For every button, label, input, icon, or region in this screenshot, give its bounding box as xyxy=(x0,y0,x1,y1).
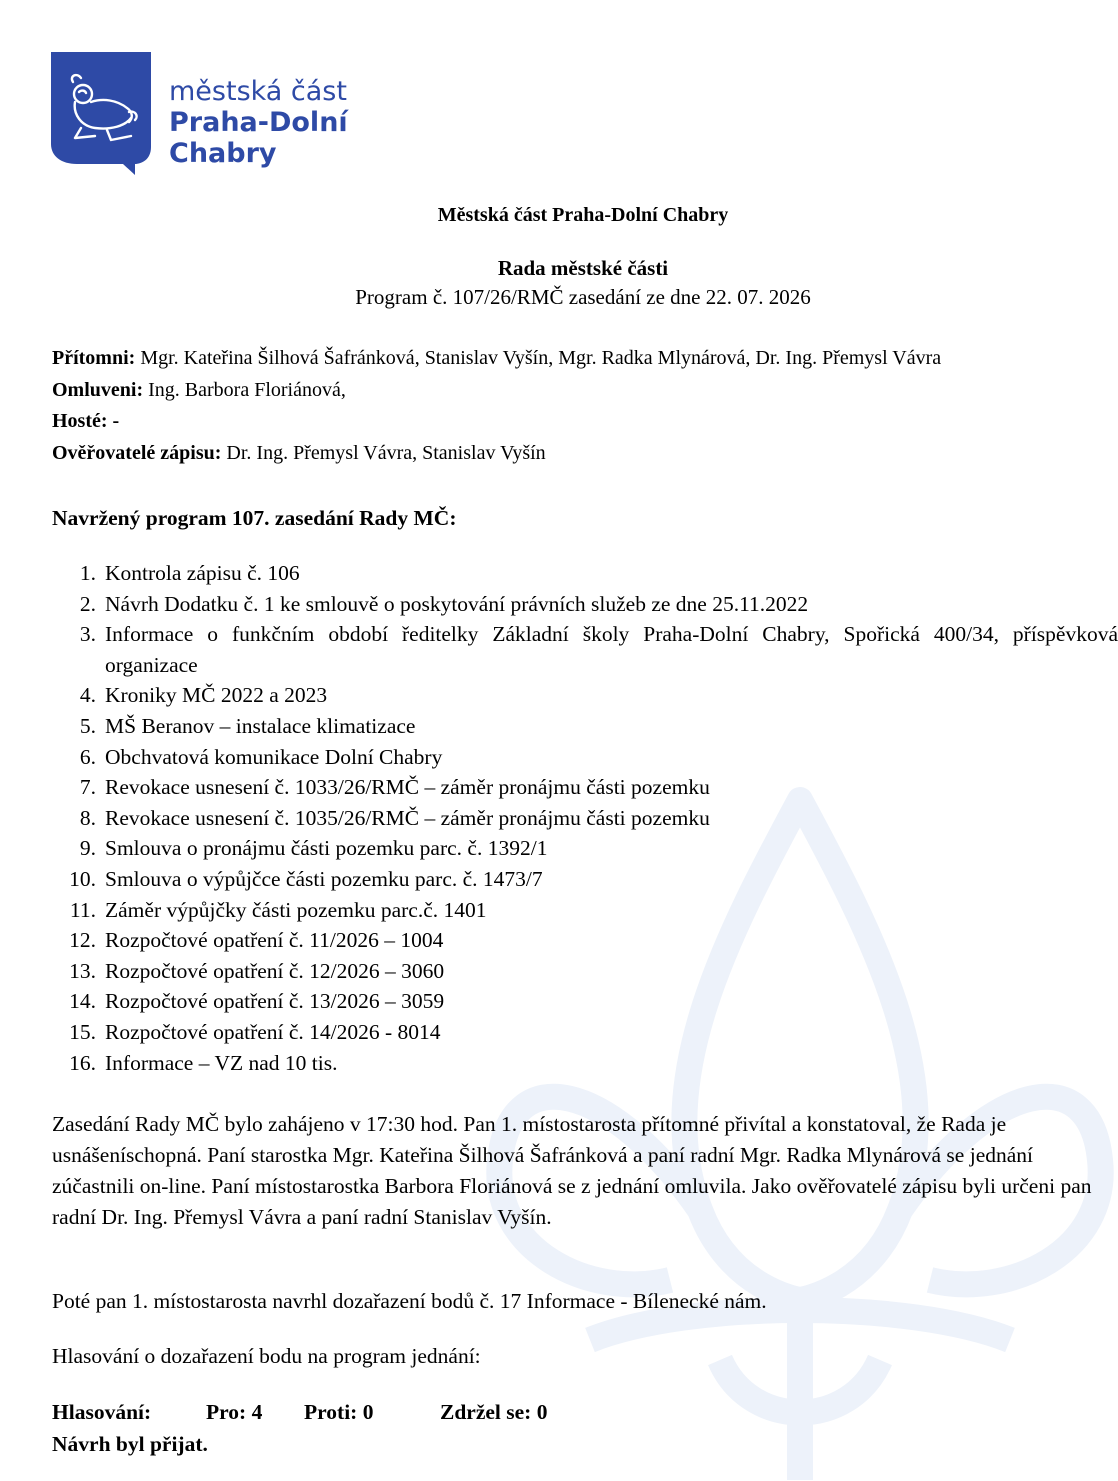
list-item xyxy=(52,742,1118,773)
agenda-number: 12. xyxy=(69,928,96,953)
list-item xyxy=(52,925,1118,956)
agenda-number: 2. xyxy=(79,591,96,616)
agenda-text: Smlouva o pronájmu části pozemku parc. č. 1392/1 xyxy=(105,836,548,861)
municipality-logo xyxy=(51,52,461,177)
agenda-number: 15. xyxy=(69,1019,96,1044)
list-item xyxy=(52,772,1118,803)
agenda-number: 13. xyxy=(69,958,96,983)
list-item xyxy=(52,680,1118,711)
agenda-text: Rozpočtové opatření č. 12/2026 – 3060 xyxy=(105,958,445,983)
vote-label: Hlasování: xyxy=(52,1400,152,1424)
lamb-shield-icon xyxy=(51,52,151,175)
agenda-text: Rozpočtové opatření č. 11/2026 – 1004 xyxy=(105,928,444,953)
agenda-number: 11. xyxy=(69,897,96,922)
agenda-heading: Navržený program 107. zasedání Rady MČ: xyxy=(52,506,457,530)
agenda-text: Smlouva o výpůjčce části pozemku parc. č. 1473/7 xyxy=(105,866,543,891)
agenda-text: Rozpočtové opatření č. 13/2026 – 3059 xyxy=(105,989,445,1014)
agenda-number: 4. xyxy=(79,683,96,708)
agenda-text: Kontrola zápisu č. 106 xyxy=(105,561,300,585)
council-title: Rada městské části xyxy=(497,256,669,280)
verifiers-line xyxy=(52,438,941,470)
agenda-number: 3. xyxy=(79,622,96,647)
agenda-list xyxy=(52,558,1118,1078)
excused-value: Ing. Barbora Floriánová, xyxy=(143,378,346,401)
agenda-text: Revokace usnesení č. 1035/26/RMČ – záměr pronájmu části pozemku xyxy=(105,805,710,830)
list-item xyxy=(52,1017,1118,1048)
agenda-text: Kroniky MČ 2022 a 2023 xyxy=(105,683,328,708)
agenda-number: 7. xyxy=(79,775,96,800)
vote-block xyxy=(52,1396,547,1460)
agenda-text: Rozpočtové opatření č. 14/2026 - 8014 xyxy=(105,1019,441,1044)
agenda-text: Obchvatová komunikace Dolní Chabry xyxy=(105,744,443,769)
list-item xyxy=(52,956,1118,987)
vote-result: Návrh byl přijat. xyxy=(52,1432,208,1456)
agenda-number: 1. xyxy=(79,561,96,585)
vote-pro: Pro: 4 xyxy=(206,1400,263,1424)
agenda-number: 9. xyxy=(79,836,96,861)
agenda-number: 5. xyxy=(79,713,96,738)
vote-line xyxy=(52,1396,547,1428)
verifiers-value: Dr. Ing. Přemysl Vávra, Stanislav Vyšín xyxy=(221,441,546,464)
vote-proti: Proti: 0 xyxy=(304,1400,374,1424)
agenda-text: Záměr výpůjčky části pozemku parc.č. 1401 xyxy=(105,897,487,922)
guests-line xyxy=(52,406,941,438)
agenda-number: 14. xyxy=(69,989,96,1014)
list-item xyxy=(52,589,1118,620)
excused-line xyxy=(52,375,941,407)
agenda-text: Informace – VZ nad 10 tis. xyxy=(105,1050,338,1075)
agenda-text: Návrh Dodatku č. 1 ke smlouvě o poskytování právních služeb ze dne 25.11.2022 xyxy=(105,591,809,616)
list-item xyxy=(52,558,1118,589)
list-item xyxy=(52,986,1118,1017)
list-item xyxy=(52,895,1118,926)
attendance-block xyxy=(52,343,941,469)
logo-line-2: Praha-Dolní Chabry xyxy=(169,107,348,170)
verifiers-label: Ověřovatelé zápisu: xyxy=(52,441,222,464)
guests-label: Hosté: - xyxy=(52,410,120,432)
logo-line-1: městská část xyxy=(169,76,347,107)
organization-name: Městská část Praha-Dolní Chabry xyxy=(437,204,729,226)
vote-zdrzel: Zdržel se: 0 xyxy=(440,1400,548,1424)
agenda-text: Revokace usnesení č. 1033/26/RMČ – záměr pronájmu části pozemku xyxy=(105,775,710,800)
list-item xyxy=(52,619,1118,680)
agenda-number: 16. xyxy=(69,1050,96,1075)
agenda-text: MŠ Beranov – instalace klimatizace xyxy=(105,713,416,738)
excused-label: Omluveni: xyxy=(52,378,144,401)
list-item xyxy=(52,864,1118,895)
vote-intro-paragraph: Hlasování o dozařazení bodu na program jednání: xyxy=(52,1344,481,1368)
agenda-number: 8. xyxy=(79,805,96,830)
list-item xyxy=(52,1048,1118,1079)
agenda-number: 6. xyxy=(79,744,96,769)
list-item xyxy=(52,711,1118,742)
list-item xyxy=(52,833,1118,864)
present-value: Mgr. Kateřina Šilhová Šafránková, Stanislav Vyšín, Mgr. Radka Mlynárová, Dr. Ing. Přemysl Vávra xyxy=(135,347,942,369)
present-label: Přítomni: xyxy=(52,347,136,369)
program-title: Program č. 107/26/RMČ zasedání ze dne 22. 07. 2026 xyxy=(355,285,811,309)
present-line xyxy=(52,343,941,375)
opening-paragraph: Zasedání Rady MČ bylo zahájeno v 17:30 hod. Pan 1. místostarosta přítomné přivítal a konstatoval, že Rada je usnášeníschopná. Paní starostka Mgr. Kateřina Šilhová Šafránková a paní radní Mgr. Radka Mlynárová se jednání zúčastnili on-line. Paní místostarostka Barbora Floriánová se z jednání omluvila. Jako ověřovatelé zápisu byli určeni pan radní Dr. Ing. Přemysl Vávra a paní radní Stanislav Vyšín. xyxy=(52,1112,1092,1229)
agenda-number: 10. xyxy=(69,866,96,891)
proposal-paragraph: Poté pan 1. místostarosta navrhl dozařazení bodů č. 17 Informace - Bílenecké nám. xyxy=(52,1289,767,1313)
agenda-text: Informace o funkčním období ředitelky Základní školy Praha-Dolní Chabry, Spořická 400/34, příspěvková organizace xyxy=(105,622,1118,677)
list-item xyxy=(52,803,1118,834)
